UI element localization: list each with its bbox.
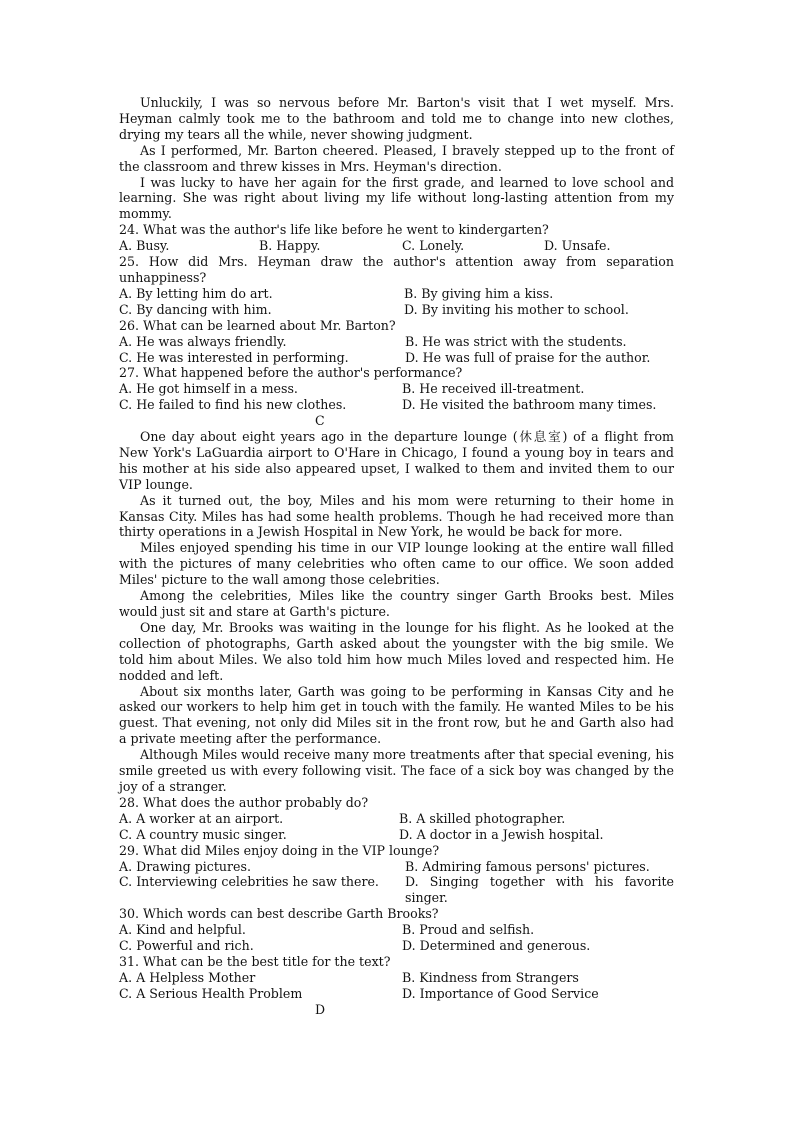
option-a[interactable]: A. A worker at an airport. (119, 810, 284, 826)
option-b[interactable]: B. He was strict with the students. (405, 333, 627, 349)
question-26-options-row2 (119, 350, 674, 366)
option-d[interactable]: D. Unsafe. (544, 238, 611, 254)
question-27-options-row2 (119, 397, 674, 413)
exam-page (119, 95, 674, 1018)
question-28-options-row2 (119, 827, 674, 843)
question-27-options-row1 (119, 381, 674, 397)
option-d[interactable]: D. Importance of Good Service (402, 985, 599, 1001)
option-d[interactable]: D. Determined and generous. (402, 938, 591, 954)
option-d[interactable]: D. He was full of praise for the author. (405, 349, 651, 365)
option-b[interactable]: B. Kindness from Strangers (402, 969, 579, 985)
option-c[interactable]: C. He failed to find his new clothes. (119, 397, 347, 413)
option-b[interactable]: B. By giving him a kiss. (404, 285, 554, 301)
passage-paragraph: Miles enjoyed spending his time in our VIP lounge looking at the entire wall filled with the pictures of many celebrities who often came to our office. We soon added Miles' picture to the wall among those celebrities. (119, 540, 674, 588)
question-29-options-row1 (119, 859, 674, 875)
option-c[interactable]: C. He was interested in performing. (119, 349, 349, 365)
option-d[interactable]: D. A doctor in a Jewish hospital. (399, 826, 604, 842)
option-b[interactable]: B. He received ill-treatment. (402, 381, 585, 397)
option-a[interactable]: A. Busy. (119, 238, 170, 254)
question-25-options-row2 (119, 302, 674, 318)
question-27-stem: 27. What happened before the author's performance? (119, 365, 463, 381)
option-a[interactable]: A. By letting him do art. (119, 285, 273, 301)
question-30-stem: 30. Which words can best describe Garth Brooks? (119, 906, 439, 922)
option-c[interactable]: C. Lonely. (402, 238, 465, 254)
passage-paragraph: Unluckily, I was so nervous before Mr. Barton's visit that I wet myself. Mrs. Heyman calmly took me to the bathroom and told me to change into new clothes, drying my tears all the while, never showing judgment. (119, 95, 674, 142)
option-c[interactable]: C. A country music singer. (119, 826, 287, 842)
option-c[interactable]: C. Interviewing celebrities he saw there. (119, 874, 379, 890)
section-c-heading: C (315, 413, 325, 429)
question-29-stem: 29. What did Miles enjoy doing in the VIP lounge? (119, 842, 440, 858)
option-a[interactable]: A. He was always friendly. (119, 333, 287, 349)
option-a[interactable]: A. Kind and helpful. (119, 922, 246, 938)
section-d-heading: D (315, 1001, 326, 1017)
option-d[interactable]: D. He visited the bathroom many times. (402, 397, 657, 413)
option-b[interactable]: B. Proud and selfish. (402, 922, 535, 938)
option-a[interactable]: A. Drawing pictures. (119, 858, 251, 874)
question-24-stem: 24. What was the author's life like before he went to kindergarten? (119, 222, 549, 238)
passage-paragraph: One day, Mr. Brooks was waiting in the lounge for his flight. As he looked at the collection of photographs, Garth asked about the youngster with the big smile. We told him about Miles. We also told him how much Miles loved and respected him. He nodded and left. (119, 619, 674, 683)
option-b[interactable]: B. Happy. (259, 238, 321, 254)
option-c[interactable]: C. By dancing with him. (119, 301, 272, 317)
passage-paragraph: I was lucky to have her again for the first grade, and learned to love school and learning. She was right about living my life without long-lasting attention from my mommy. (119, 174, 674, 222)
passage-paragraph: About six months later, Garth was going to be performing in Kansas City and he asked our workers to help him get in touch with the family. He wanted Miles to be his guest. That evening, not only did Miles sit in the front row, but he and Garth also had a private meeting after the performance. (119, 683, 674, 747)
option-b[interactable]: B. Admiring famous persons' pictures. (405, 858, 650, 874)
question-31-stem: 31. What can be the best title for the text? (119, 953, 391, 969)
option-d[interactable]: D. By inviting his mother to school. (404, 301, 629, 317)
option-b[interactable]: B. A skilled photographer. (399, 810, 566, 826)
option-d-line1: D. Singing together with his favorite (405, 874, 674, 890)
question-24-options (119, 238, 674, 254)
passage-paragraph: As I performed, Mr. Barton cheered. Pleased, I bravely stepped up to the front of the classroom and threw kisses in Mrs. Heyman's direction. (119, 142, 674, 174)
question-30-options-row1 (119, 922, 674, 938)
option-d-line2: singer. (405, 890, 448, 906)
question-31-options-row1 (119, 970, 674, 986)
option-a[interactable]: A. A Helpless Mother (119, 969, 256, 985)
option-c[interactable]: C. A Serious Health Problem (119, 985, 303, 1001)
question-28-stem: 28. What does the author probably do? (119, 794, 369, 810)
question-28-options-row1 (119, 811, 674, 827)
question-26-options-row1 (119, 334, 674, 350)
option-a[interactable]: A. He got himself in a mess. (119, 381, 298, 397)
option-d[interactable] (405, 874, 674, 906)
question-26-stem: 26. What can be learned about Mr. Barton? (119, 317, 396, 333)
question-31-options-row2 (119, 986, 674, 1002)
question-25-options-row1 (119, 286, 674, 302)
question-29-options-row2 (119, 874, 674, 906)
passage-paragraph: Among the celebrities, Miles like the country singer Garth Brooks best. Miles would just sit and stare at Garth's picture. (119, 588, 674, 619)
passage-paragraph: Although Miles would receive many more treatments after that special evening, his smile greeted us with every following visit. The face of a sick boy was changed by the joy of a stranger. (119, 747, 674, 794)
question-25-stem: 25. How did Mrs. Heyman draw the author's attention away from separation unhappiness? (119, 254, 674, 285)
passage-paragraph: One day about eight years ago in the departure lounge (休息室) of a flight from New York's LaGuardia airport to O'Hare in Chicago, I found a young boy in tears and his mother at his side also appeared upset, I walked to them and invited them to our VIP lounge. (119, 429, 674, 492)
question-30-options-row2 (119, 938, 674, 954)
option-c[interactable]: C. Powerful and rich. (119, 938, 254, 954)
passage-paragraph: As it turned out, the boy, Miles and his mom were returning to their home in Kansas City. Miles has had some health problems. Though he had received more than thirty operations in a Jewish Hospital in New York, he would be back for more. (119, 492, 674, 540)
